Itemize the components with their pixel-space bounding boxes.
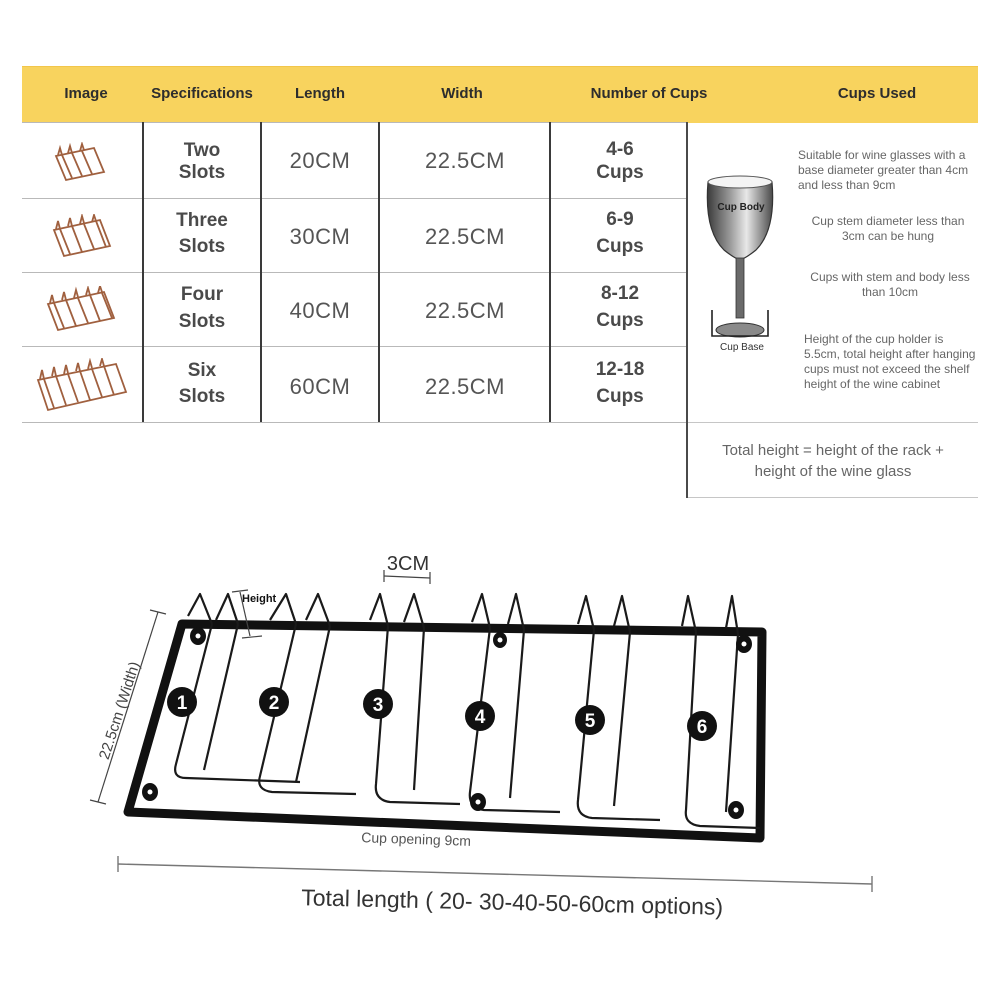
cups-two-line1: 4-6: [606, 139, 634, 160]
row-divider: [22, 198, 688, 199]
rack-diagram: [0, 520, 1000, 1000]
header-length: Length: [295, 85, 345, 102]
slot-badges: [167, 687, 717, 741]
header-specifications: Specifications: [151, 85, 253, 102]
width-label: 22.5cm (Width): [95, 659, 144, 762]
length-six: 60CM: [289, 374, 351, 399]
slot-number-3: 3: [372, 695, 384, 716]
cups-three-line1: 6-9: [606, 209, 634, 230]
total-length-dimension: [118, 856, 872, 892]
spec-two-line2: Slots: [178, 162, 226, 183]
spec-three-line2: Slots: [178, 236, 226, 257]
row-divider: [22, 422, 688, 423]
note-base-diameter: Suitable for wine glasses with a base diameter greater than 4cm and less than 9cm: [798, 148, 969, 192]
cups-six-line2: Cups: [596, 386, 644, 407]
width-three: 22.5CM: [424, 224, 506, 249]
height-label: Height: [242, 593, 277, 605]
slot-number-6: 6: [696, 717, 708, 738]
length-two: 20CM: [289, 148, 351, 173]
total-height-line2: height of the wine glass: [754, 463, 912, 480]
wine-glass-illustration: [700, 170, 780, 360]
cup-body-label: Cup Body: [717, 202, 765, 213]
panel-divider: [688, 497, 978, 498]
cups-two-line2: Cups: [596, 162, 644, 183]
table-header: [22, 66, 978, 123]
width-four: 22.5CM: [424, 298, 506, 323]
total-height-note: [700, 440, 966, 482]
length-three: 30CM: [289, 224, 351, 249]
slot-number-2: 2: [268, 693, 280, 714]
panel-divider: [688, 422, 978, 423]
spec-two-line1: Two: [183, 140, 221, 161]
row-divider: [22, 272, 688, 273]
spec-three-line1: Three: [176, 210, 228, 231]
row-divider: [22, 346, 688, 347]
spec-six-line2: Slots: [178, 386, 226, 407]
note-stem-diameter: Cup stem diameter less than 3cm can be hung: [811, 214, 965, 243]
cups-three-line2: Cups: [596, 236, 644, 257]
note-cup-size: Cups with stem and body less than 10cm: [810, 270, 970, 299]
header-image: Image: [64, 85, 108, 102]
cups-four-line1: 8-12: [600, 283, 640, 304]
total-height-line1: Total height = height of the rack +: [722, 442, 944, 459]
width-two: 22.5CM: [424, 148, 506, 173]
header-number-of-cups: Number of Cups: [590, 85, 708, 102]
cup-base-label: Cup Base: [720, 342, 764, 353]
slot-number-4: 4: [474, 707, 486, 728]
total-length-label: Total length ( 20- 30-40-50-60cm options): [300, 884, 724, 920]
header-cups-used: Cups Used: [837, 85, 917, 102]
spacing-label: 3CM: [386, 553, 430, 575]
length-four: 40CM: [289, 298, 351, 323]
cup-opening-label: Cup opening 9cm: [361, 829, 472, 849]
note-holder-height: Height of the cup holder is 5.5cm, total height after hanging cups must not exceed the shelf height of the wine cabinet: [804, 332, 976, 391]
spec-six-line1: Six: [187, 360, 217, 381]
rack-thumbnail-two-slots: [50, 142, 110, 184]
spec-four-line1: Four: [180, 284, 224, 305]
rack-frame: [128, 624, 762, 838]
slot-number-5: 5: [584, 711, 596, 732]
spec-four-line2: Slots: [178, 311, 226, 332]
mounting-holes: [142, 627, 752, 819]
rack-thumbnail-three-slots: [48, 214, 116, 260]
rack-thumbnail-four-slots: [42, 286, 120, 334]
row-divider: [22, 122, 688, 123]
width-six: 22.5CM: [424, 374, 506, 399]
rack-thumbnail-six-slots: [32, 358, 132, 416]
cups-four-line2: Cups: [596, 310, 644, 331]
cups-six-line1: 12-18: [595, 359, 645, 380]
cups-used-divider: [686, 122, 688, 498]
slot-number-1: 1: [176, 693, 188, 714]
header-width: Width: [441, 85, 483, 102]
